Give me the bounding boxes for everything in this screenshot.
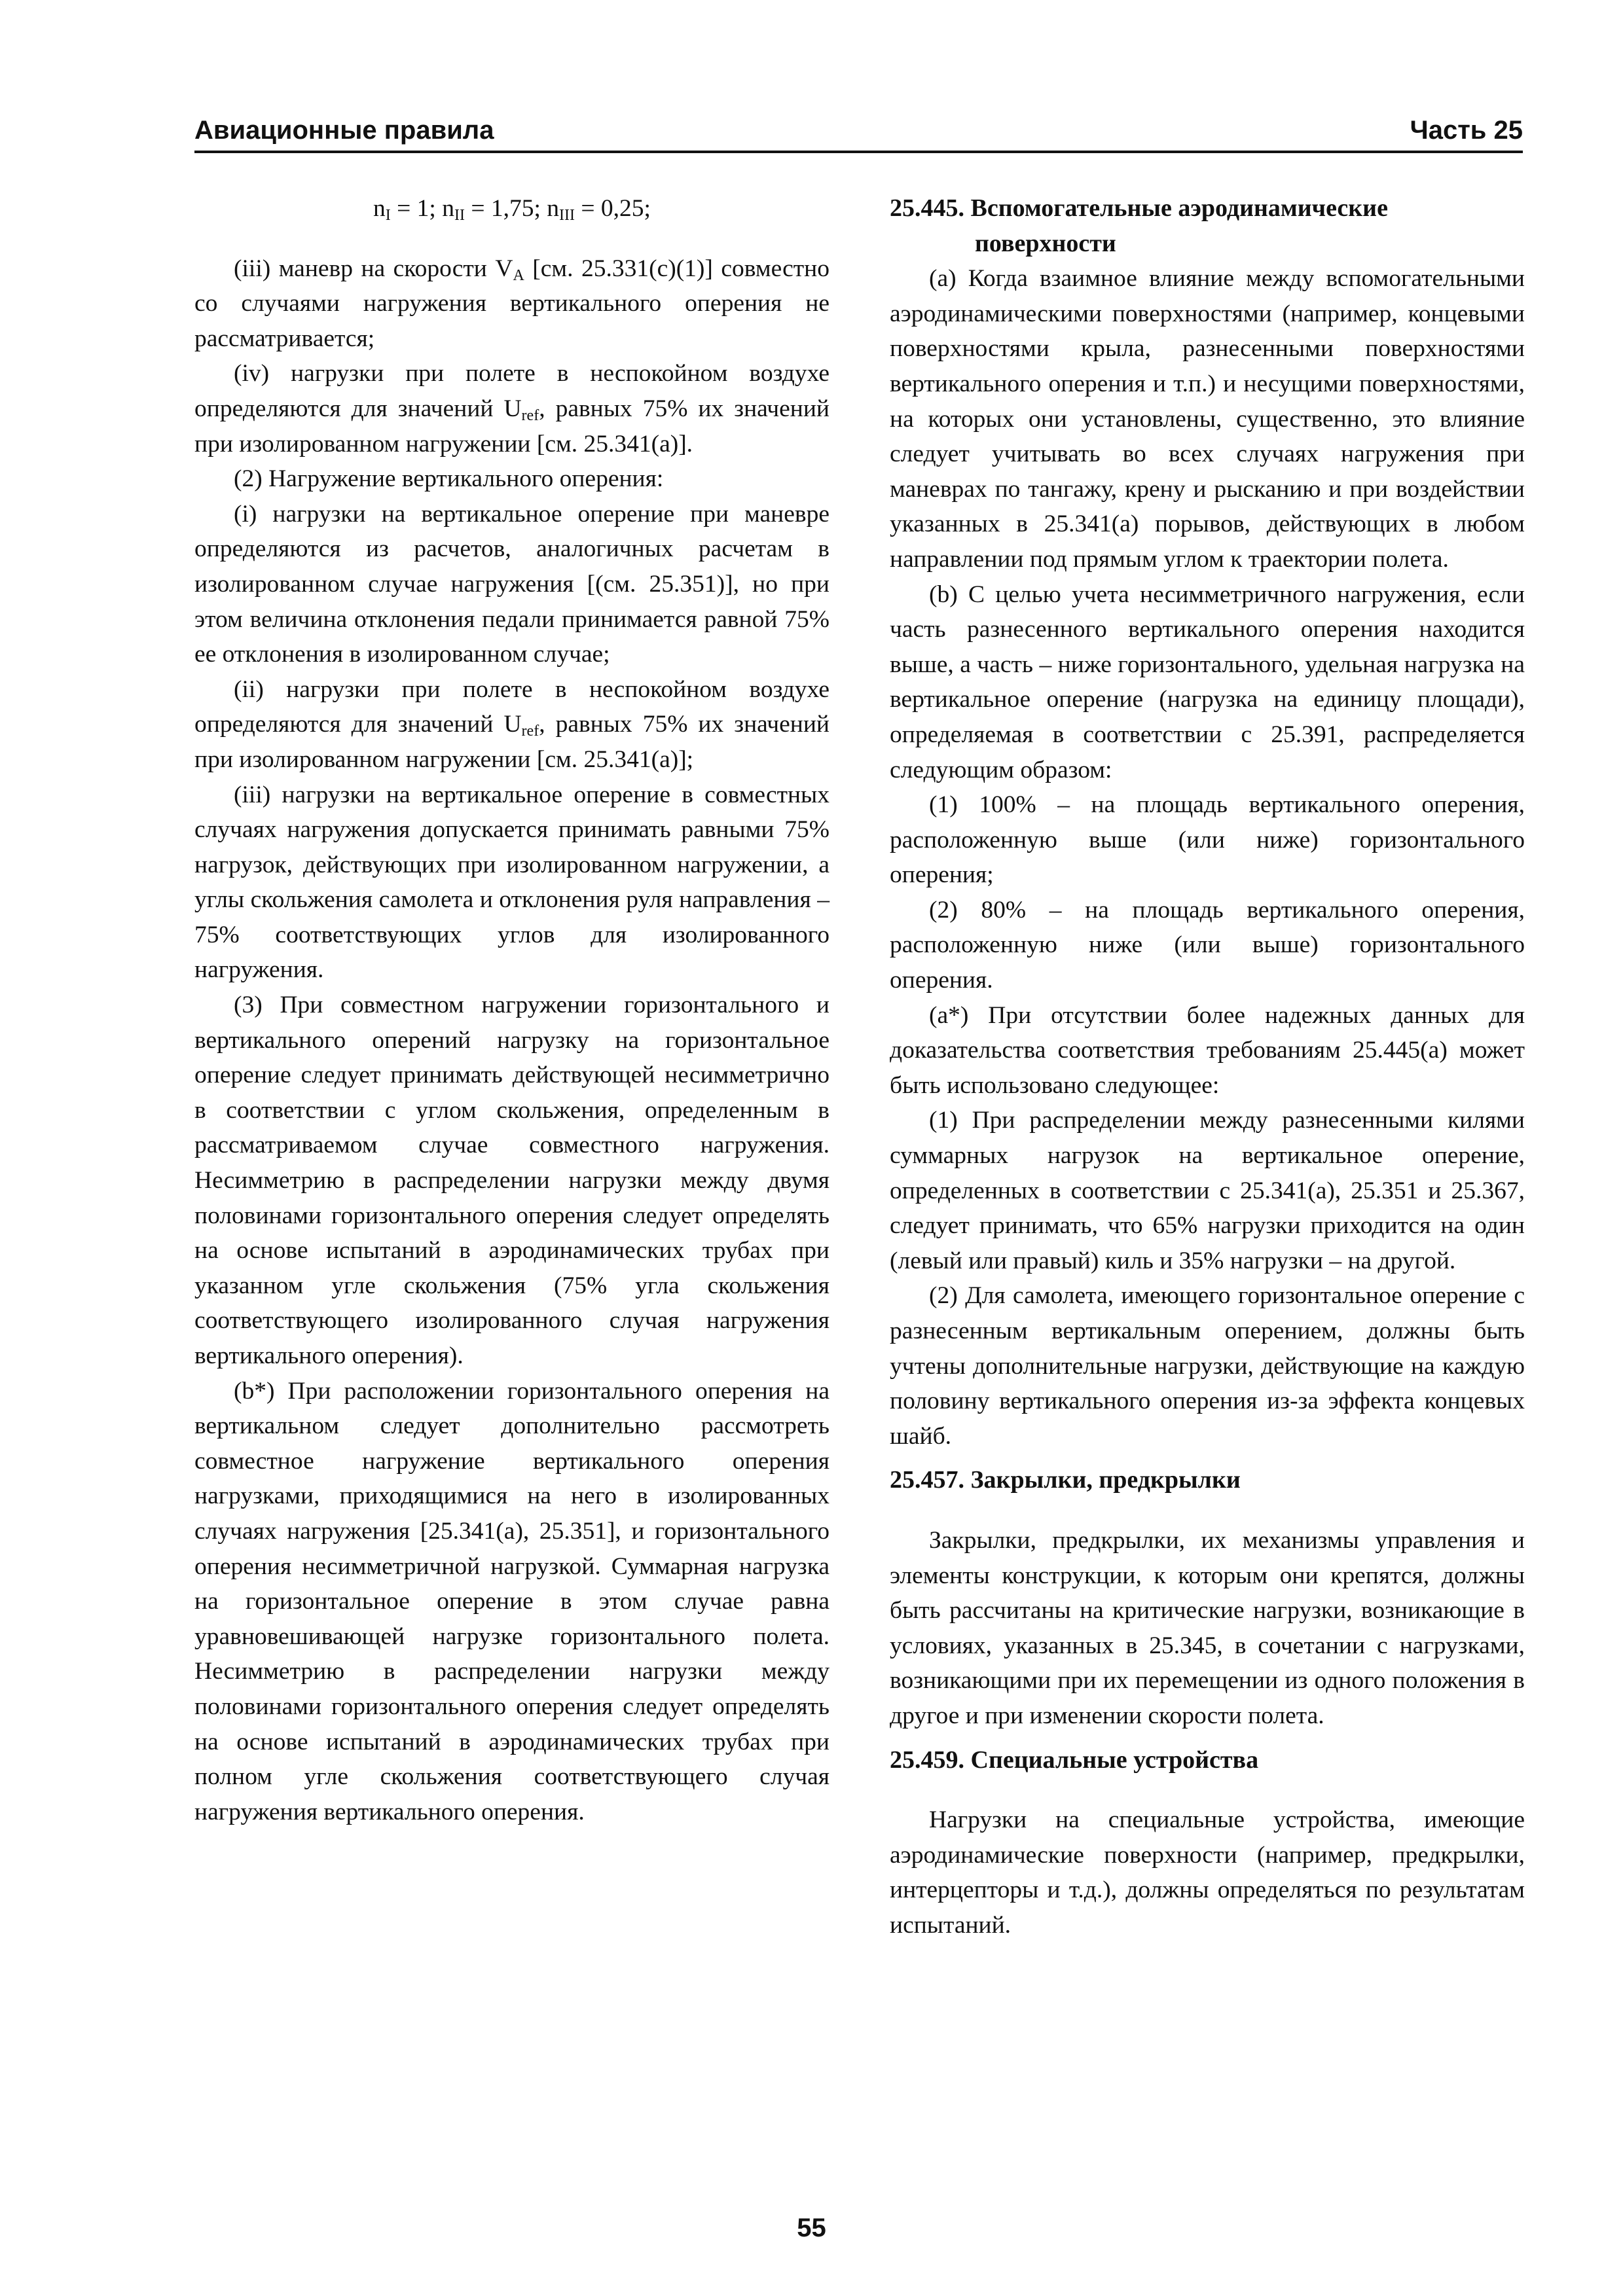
paragraph: (2) Для самолета, имеющего горизонтальное оперение с разнесенным вертикальным оперением, должны быть учтены дополнительные нагрузки, действующие на каждую половину вертикального оперения из-за эффекта концевых шайб. [890,1282,1525,1450]
left-column [194,191,830,1829]
paragraph: (iv) нагрузки при полете в неспокойном воздухе определяются для значений $U_{ref}$, равных 75% их значений при изолированном нагружении [см. 25.341(a)]. [194,360,830,457]
section-title-25-457: 25.457. Закрылки, предкрылки [890,1466,1241,1494]
paragraph: (3) При совместном нагружении горизонтального и вертикального оперений нагрузку на горизонтальное оперение следует принимать действующей несимметрично в соответствии с углом скольжения, определенным в рассматриваемом случае совместного нагружения. Несимметрию в распределении нагрузки между двумя половинами горизонтального оперения следует определять на основе испытаний в аэродинамических трубах при указанном угле скольжения (75% угла скольжения соответствующего изолированного случая нагружения вертикального оперения). [194,992,830,1369]
paragraph: (2) Нагружение вертикального оперения: [234,465,664,493]
paragraph: (a) Когда взаимное влияние между вспомогательными аэродинамическими поверхностями (например, концевыми поверхностями крыла, разнесенными поверхностями вертикального оперения и т.п.) и несущими поверхностями, на которых они установлены, существенно, это влияние следует учитывать во всех случаях нагружения при маневрах по тангажу, крену и рысканию и при воздействии указанных в 25.341(a) порывов, действующих в любом направлении под прямым углом к траектории полета. [890,265,1525,573]
paragraph: (iii) нагрузки на вертикальное оперение в совместных случаях нагружения допускается принимать равными 75% нагрузок, действующих при изолированном нагружении, а углы скольжения самолета и отклонения руля направления – 75% соответствующих углов для изолированного нагружения. [194,781,830,984]
paragraph: (a*) При отсутствии более надежных данных для доказательства соответствия требованиям 25.445(a) может быть использовано следующее: [890,1001,1525,1099]
load-factor-formula: $n_I = 1$; $n_{II} = 1,75$; $n_{III} = 0,25$; [373,195,651,224]
paragraph: (ii) нагрузки при полете в неспокойном воздухе определяются для значений $U_{ref}$, равных 75% их значений при изолированном нагружении [см. 25.341(a)]; [194,675,830,773]
paragraph: (iii) маневр на скорости $V_A$ [см. 25.331(c)(1)] совместно со случаями нагружения вертикального оперения не рассматривается; [194,255,830,352]
paragraph: (b) С целью учета несимметричного нагружения, если часть разнесенного вертикального оперения находится выше, а часть – ниже горизонтального, удельная нагрузка на вертикальное оперение (нагрузка на единицу площади), определяемая в соответствии с 25.391, распределяется следующим образом: [890,581,1525,783]
section-title-25-459: 25.459. Специальные устройства [890,1746,1259,1774]
paragraph: Закрылки, предкрылки, их механизмы управления и элементы конструкции, к которым они крепятся, должны быть рассчитаны на критические нагрузки, возникающие в условиях, указанных в 25.345, в сочетании с нагрузками, возникающими при их перемещении из одного положения в другое и при изменении скорости полета. [890,1526,1525,1729]
page-number: 55 [797,2214,826,2242]
header-title: Авиационные правила [194,116,494,145]
paragraph: Нагрузки на специальные устройства, имеющие аэродинамические поверхности (например, предкрылки, интерцепторы и т.д.), должны определяться по результатам испытаний. [890,1806,1525,1939]
header-part: Часть 25 [1410,116,1523,145]
paragraph: (2) 80% – на площадь вертикального оперения, расположенную ниже (или выше) горизонтального оперения. [890,896,1525,994]
section-title-25-445: 25.445. Вспомогательные аэродинамические поверхности [890,194,1388,257]
right-column [890,191,1525,1943]
paragraph: (b*) При расположении горизонтального оперения на вертикальном следует дополнительно рассмотреть совместное нагружение вертикального оперения нагрузками, приходящимися на него в изолированных случаях нагружения [25.341(a), 25.351], и горизонтального оперения несимметричной нагрузкой. Суммарная нагрузка на горизонтальное оперение в этом случае равна уравновешивающей нагрузке горизонтального полета. Несимметрию в распределении нагрузки между половинами горизонтального оперения следует определять на основе испытаний в аэродинамических трубах при полном угле скольжения соответствующего случая нагружения вертикального оперения. [194,1377,830,1825]
paragraph: (1) 100% – на площадь вертикального оперения, расположенную выше (или ниже) горизонтального оперения; [890,791,1525,889]
page-header [194,111,1523,153]
paragraph: (i) нагрузки на вертикальное оперение при маневре определяются из расчетов, аналогичных расчетам в изолированном случае нагружения [(см. 25.351)], но при этом величина отклонения педали принимается равной 75% ее отклонения в изолированном случае; [194,500,830,668]
paragraph: (1) При распределении между разнесенными килями суммарных нагрузок на вертикальное оперение, определенных в соответствии с 25.341(a), 25.351 и 25.367, следует принимать, что 65% нагрузки приходится на один (левый или правый) киль и 35% нагрузки – на другой. [890,1107,1525,1274]
